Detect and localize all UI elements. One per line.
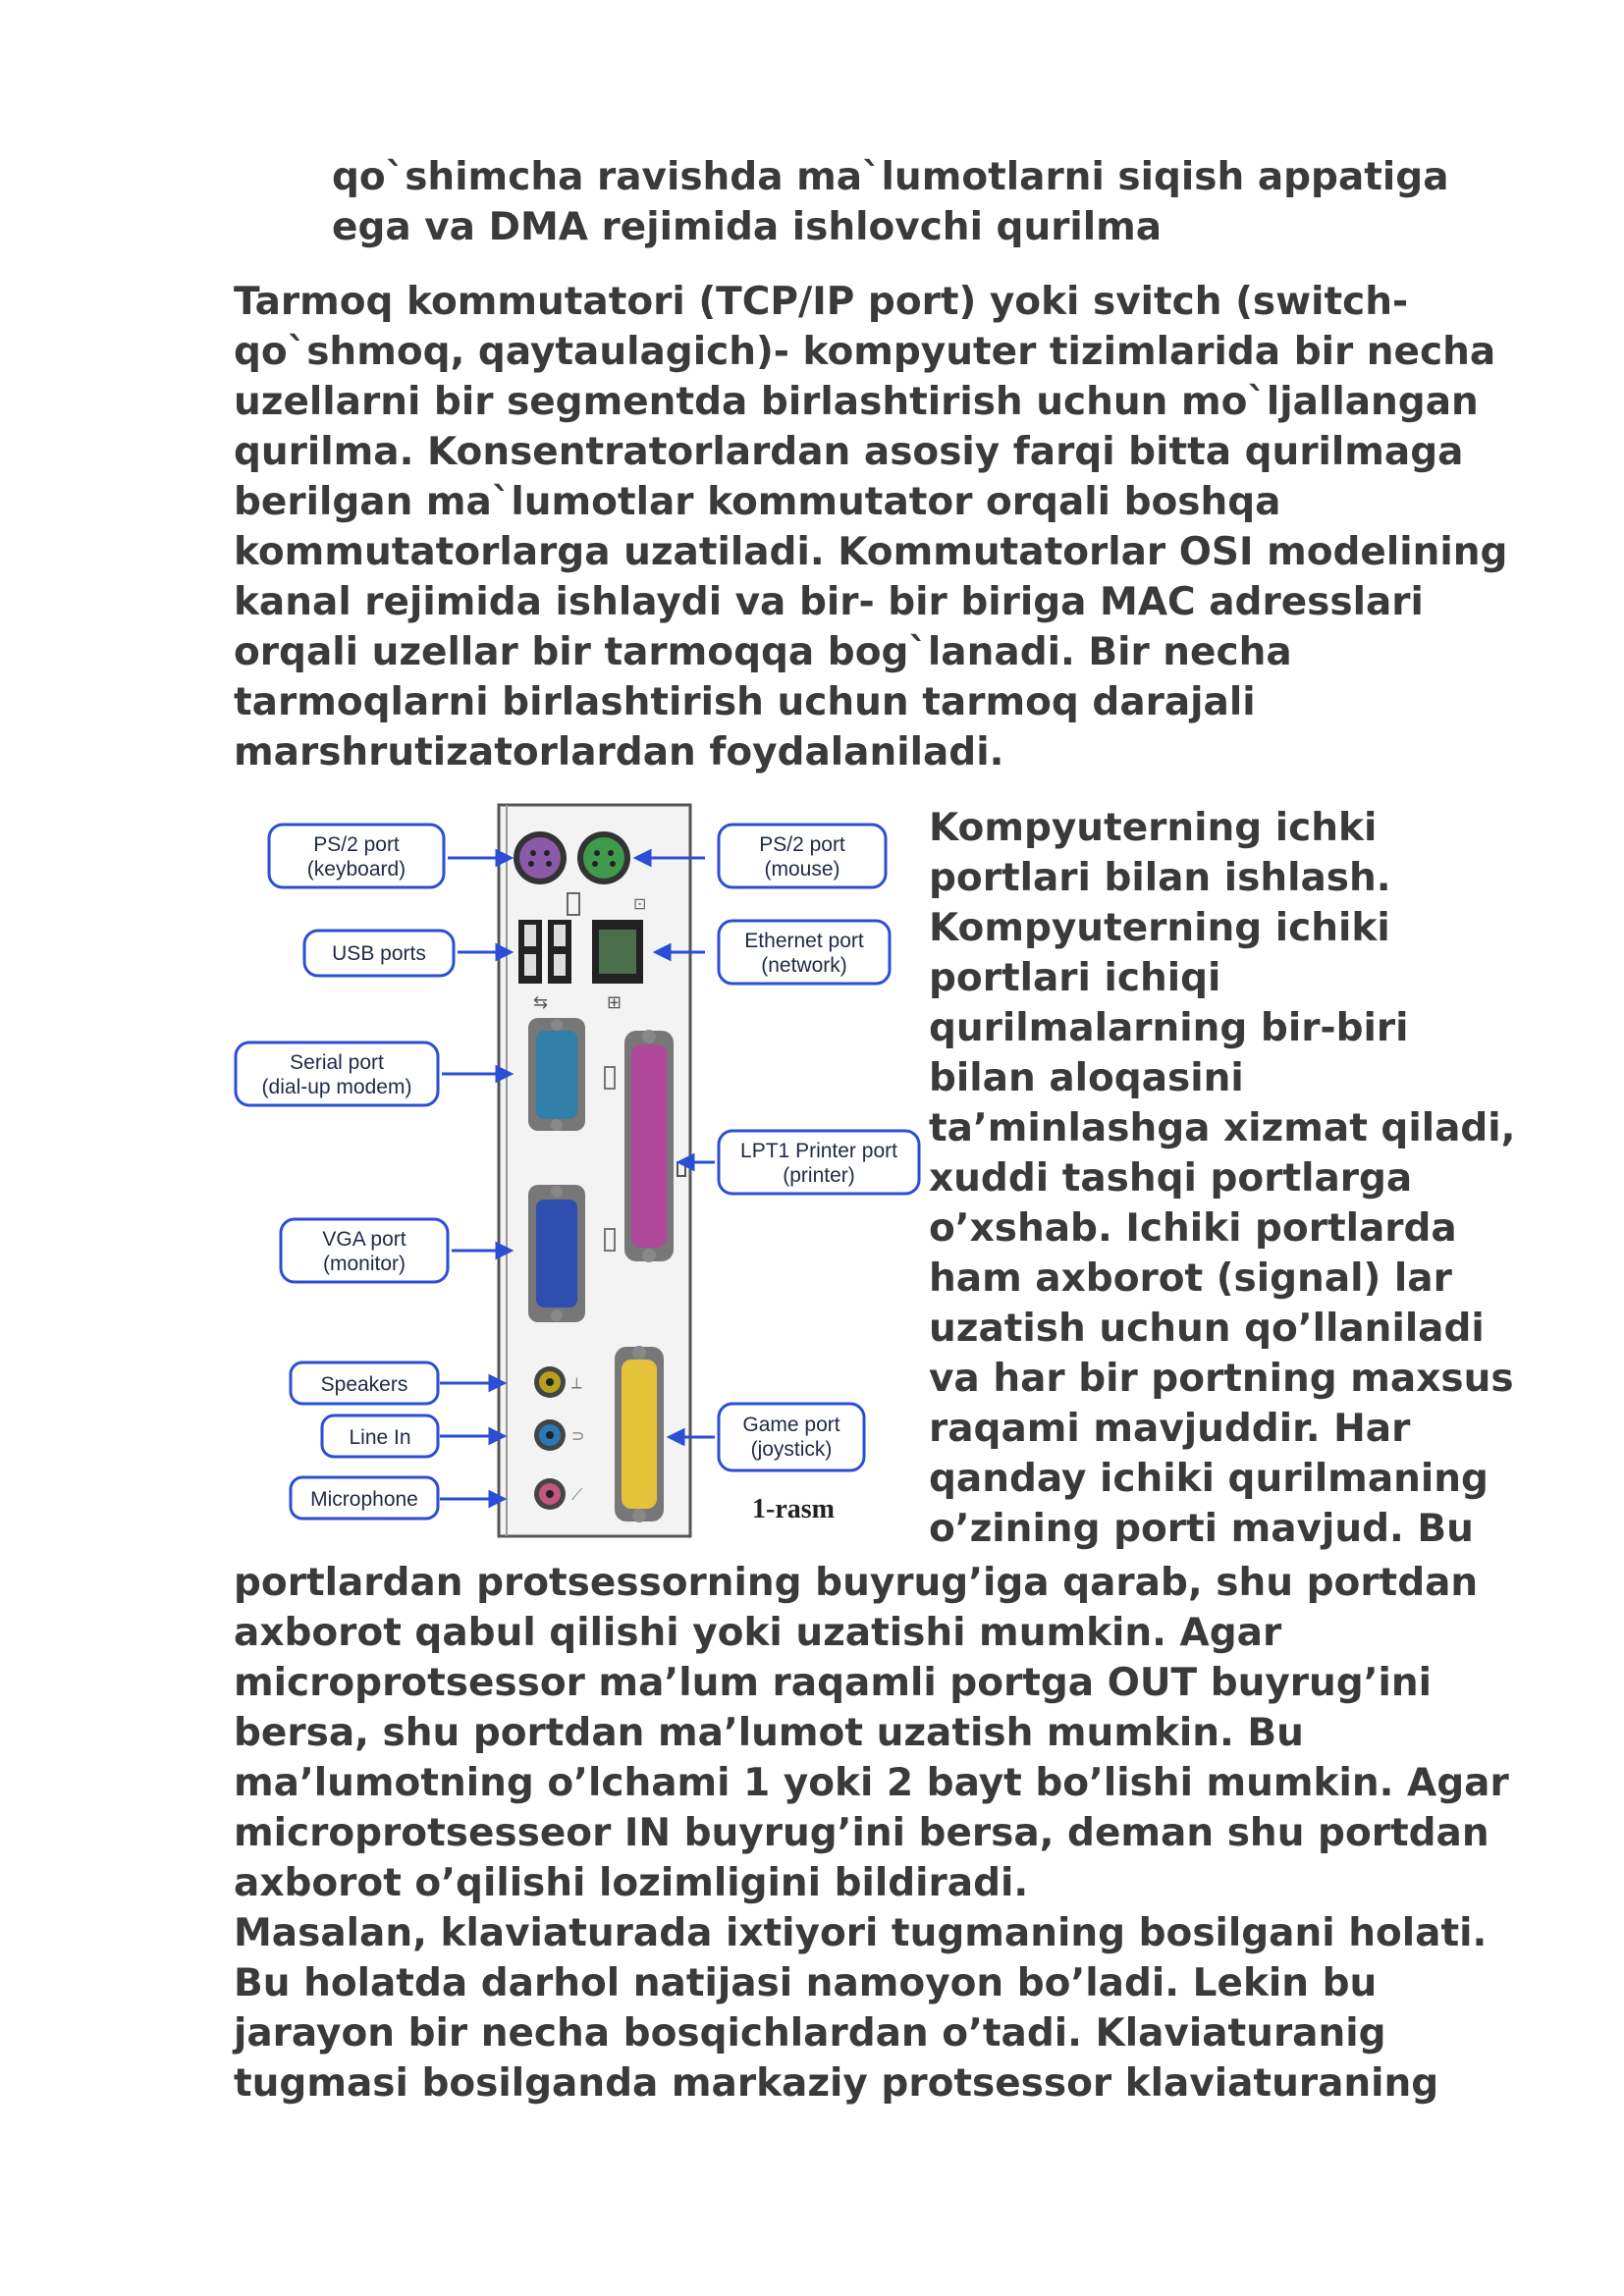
text-line: xuddi tashqi portlarga: [929, 1156, 1413, 1201]
text-line: o’zining porti mavjud. Bu: [929, 1507, 1474, 1551]
label-ps2-mouse-1: PS/2 port: [759, 833, 845, 856]
text-line: uzatish uchun qo’llaniladi: [929, 1307, 1485, 1351]
text-line: orqali uzellar bir tarmoqqa bog`lanadi. Bir necha: [234, 630, 1292, 674]
label-ethernet-2: (network): [761, 954, 847, 977]
vga-connector: [528, 1185, 585, 1322]
label-vga-2: (monitor): [322, 1253, 406, 1275]
serial-connector: [528, 1018, 585, 1131]
text-line: microprotsessor ma’lum raqamli portga OUT buyrug’ini: [234, 1661, 1433, 1705]
label-lpt-1: LPT1 Printer port: [740, 1140, 897, 1162]
text-line: portlari bilan ishlash.: [929, 856, 1391, 900]
io-panel-diagram: [234, 797, 921, 1545]
text-line: axborot o’qilishi lozimligini bildiradi.: [234, 1861, 1029, 1905]
svg-text:⊡: ⊡: [633, 894, 647, 913]
label-serial-2: (dial-up modem): [261, 1076, 412, 1098]
label-serial-1: Serial port: [290, 1051, 384, 1074]
text-line: tarmoqlarni birlashtirish uchun tarmoq darajali: [234, 680, 1256, 724]
intro-paragraph: [332, 152, 1449, 252]
label-usb: USB ports: [332, 942, 426, 965]
text-line: berilgan ma`lumotlar kommutator orqali boshqa: [234, 480, 1281, 524]
text-line: microprotsesseor IN buyrug’ini bersa, deman shu portdan: [234, 1811, 1489, 1855]
text-line: qo`shmoq, qaytaulagich)- kompyuter tizimlarida bir necha: [234, 330, 1496, 374]
svg-text:⇆: ⇆: [533, 992, 549, 1013]
line-in-jack: [534, 1419, 566, 1451]
text-line: Kompyuterning ichki: [929, 806, 1378, 850]
microphone-jack: [534, 1478, 566, 1510]
text-line: bilan aloqasini: [929, 1056, 1244, 1100]
svg-text:⟋: ⟋: [571, 1485, 583, 1504]
label-ps2-keyboard-2: (keyboard): [306, 858, 406, 881]
ps2-keyboard-connector: [514, 831, 567, 884]
text-line: portlari ichiqi: [929, 956, 1221, 1000]
label-ps2-keyboard-1: PS/2 port: [313, 833, 400, 856]
text-line: marshrutizatorlardan foydalaniladi.: [234, 730, 1004, 774]
internal-ports-paragraph: [929, 803, 1516, 1554]
text-line: Masalan, klaviaturada ixtiyori tugmaning bosilgani holati.: [234, 1911, 1488, 1955]
figure-caption: 1-rasm: [752, 1494, 835, 1524]
speakers-jack: [534, 1366, 566, 1398]
text-line: qurilma. Konsentratorlardan asosiy farqi bitta qurilmaga: [234, 430, 1464, 474]
label-vga-1: VGA port: [322, 1228, 406, 1251]
ps2-mouse-connector: [577, 831, 630, 884]
text-line: axborot qabul qilishi yoki uzatishi mumkin. Agar: [234, 1611, 1282, 1655]
ethernet-connector: [592, 920, 643, 984]
text-line: raqami mavjuddir. Har: [929, 1407, 1411, 1451]
lpt-connector: [624, 1030, 674, 1262]
text-line: o’xshab. Ichiki portlarda: [929, 1206, 1457, 1251]
text-line: qanday ichiki qurilmaning: [929, 1457, 1489, 1501]
svg-text:⊃: ⊃: [571, 1426, 585, 1445]
label-microphone: Microphone: [310, 1488, 418, 1511]
label-line-in: Line In: [349, 1426, 411, 1449]
text-line: Tarmoq kommutatori (TCP/IP port) yoki svitch (switch-: [234, 280, 1409, 324]
label-lpt-2: (printer): [783, 1164, 855, 1187]
text-line: kommutatorlarga uzatiladi. Kommutatorlar OSI modelining: [234, 530, 1508, 574]
text-line: ta’minlashga xizmat qiladi,: [929, 1106, 1516, 1150]
text-line: tugmasi bosilganda markaziy protsessor klaviaturaning: [234, 2061, 1439, 2106]
io-ports-figure: [234, 797, 921, 1545]
text-line: ma’lumotning o’lchami 1 yoki 2 bayt bo’lishi mumkin. Agar: [234, 1761, 1509, 1805]
label-ethernet-1: Ethernet port: [744, 930, 864, 952]
text-line: uzellarni bir segmentda birlashtirish uchun mo`ljallangan: [234, 380, 1479, 424]
label-ps2-mouse-2: (mouse): [764, 858, 840, 881]
ports-continuation-paragraph: [234, 1558, 1509, 2109]
text-line: ega va DMA rejimida ishlovchi qurilma: [332, 205, 1163, 249]
text-line: va har bir portning maxsus: [929, 1357, 1514, 1401]
text-line: Bu holatda darhol natijasi namoyon bo’ladi. Lekin bu: [234, 1961, 1378, 2005]
label-game-2: (joystick): [750, 1438, 833, 1461]
switch-paragraph: [234, 277, 1507, 777]
text-line: qurilmalarning bir-biri: [929, 1006, 1409, 1050]
text-line: qo`shimcha ravishda ma`lumotlarni siqish appatiga: [332, 155, 1449, 199]
label-speakers: Speakers: [320, 1373, 408, 1396]
text-line: ham axborot (signal) lar: [929, 1256, 1452, 1301]
label-game-1: Game port: [742, 1414, 840, 1436]
game-port-connector: [615, 1346, 664, 1522]
text-line: portlardan protsessorning buyrug’iga qarab, shu portdan: [234, 1561, 1479, 1605]
svg-text:⟂: ⟂: [571, 1373, 582, 1392]
text-line: Kompyuterning ichiki: [929, 906, 1390, 950]
text-line: bersa, shu portdan ma’lumot uzatish mumkin. Bu: [234, 1711, 1304, 1755]
svg-text:⊞: ⊞: [607, 992, 623, 1013]
text-line: jarayon bir necha bosqichlardan o’tadi. Klaviaturanig: [234, 2011, 1386, 2056]
text-line: kanal rejimida ishlaydi va bir- bir biriga MAC adresslari: [234, 580, 1424, 624]
